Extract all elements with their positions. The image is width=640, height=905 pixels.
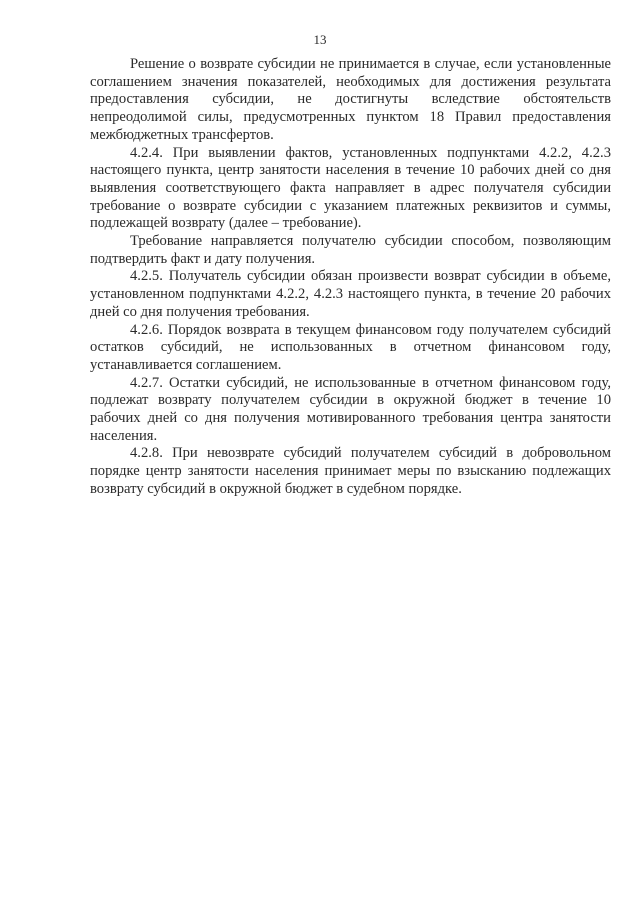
paragraph-4-2-4: 4.2.4. При выявлении фактов, установленных подпунктами 4.2.2, 4.2.3 настоящего пункта, центр занятости населения в течение 10 рабочих дней со дня выявления соответствующего факта направляет в адрес получателя субсидии требование о возврате субсидии с указанием платежных реквизитов и суммы, подлежащей возврату (далее – требование). [90,144,611,232]
document-body [90,56,611,499]
page-number: 13 [313,32,327,47]
paragraph-4-2-5: 4.2.5. Получатель субсидии обязан произвести возврат субсидии в объеме, установленном подпунктами 4.2.2, 4.2.3 настоящего пункта, в течение 20 рабочих дней со дня получения требования. [90,268,611,320]
paragraph-requirement-delivery: Требование направляется получателю субсидии способом, позволяющим подтвердить факт и дату получения. [90,233,611,267]
paragraph-refund-decision: Решение о возврате субсидии не принимается в случае, если установленные соглашением значения показателей, необходимых для достижения результата предоставления субсидии, не достигнуты вследствие обстоятельств непреодолимой силы, предусмотренных пунктом 18 Правил предоставления межбюджетных трансфертов. [90,56,611,143]
paragraph-4-2-6: 4.2.6. Порядок возврата в текущем финансовом году получателем субсидий остатков субсидий, не использованных в отчетном финансовом году, устанавливается соглашением. [90,321,611,373]
paragraph-4-2-8: 4.2.8. При невозврате субсидий получателем субсидий в добровольном порядке центр занятости населения принимает меры по взысканию подлежащих возврату субсидий в окружной бюджет в судебном порядке. [90,445,611,497]
paragraph-4-2-7: 4.2.7. Остатки субсидий, не использованные в отчетном финансовом году, подлежат возврату получателем субсидии в окружной бюджет в течение 10 рабочих дней со дня получения мотивированного требования центра занятости населения. [90,374,611,444]
